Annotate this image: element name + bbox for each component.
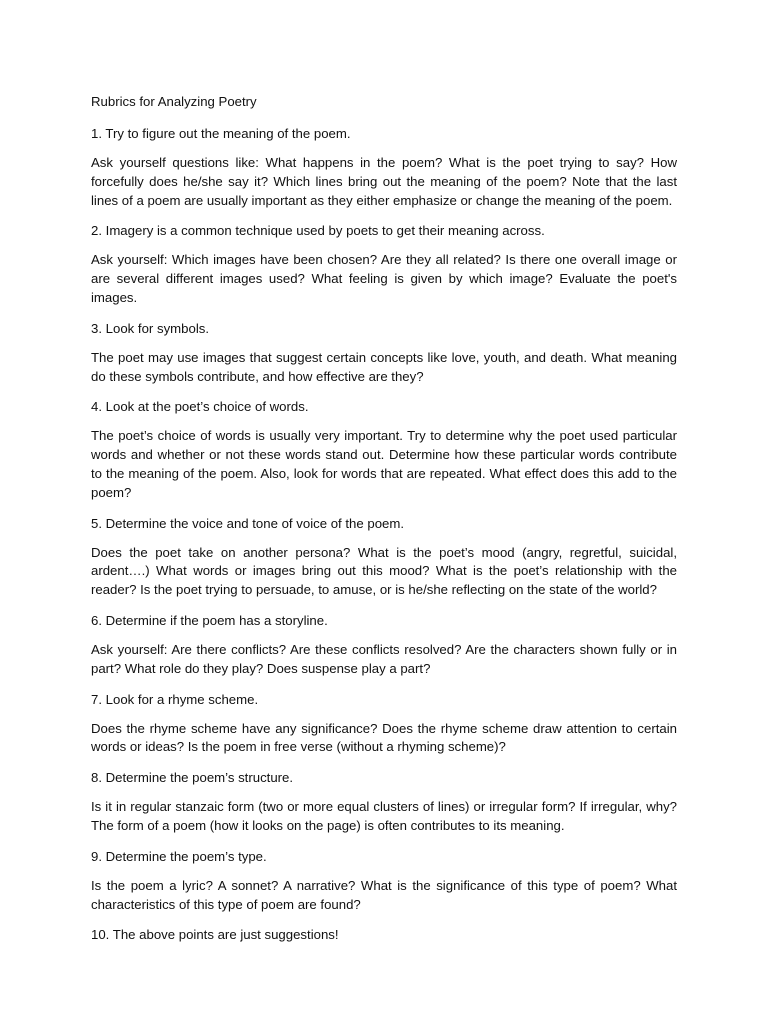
section-body: Is it in regular stanzaic form (two or more equal clusters of lines) or irregular form? If irregular, why? The form of a poem (how it looks on the page) is often contributes to its meaning.	[91, 799, 677, 833]
section-4	[91, 397, 677, 502]
section-6	[91, 611, 677, 679]
section-body: Is the poem a lyric? A sonnet? A narrative? What is the significance of this type of poem? What characteristics of this type of poem are found?	[91, 877, 677, 912]
section-body: The poet may use images that suggest certain concepts like love, youth, and death. What meaning do these symbols contribute, and how effective are they?	[91, 349, 677, 384]
section-1	[91, 124, 677, 210]
section-heading: 1. Try to figure out the meaning of the poem.	[91, 126, 351, 141]
section-body: Does the rhyme scheme have any significance? Does the rhyme scheme draw attention to certain words or ideas? Is the poem in free verse (without a rhyming scheme)?	[91, 720, 677, 755]
section-9	[91, 847, 677, 915]
section-3	[91, 319, 677, 387]
section-heading: 7. Look for a rhyme scheme.	[91, 691, 259, 707]
section-heading: 6. Determine if the poem has a storyline.	[91, 612, 328, 628]
document-page	[91, 92, 677, 955]
section-heading: 4. Look at the poet’s choice of words.	[91, 399, 309, 415]
section-body: Does the poet take on another persona? What is the poet’s mood (angry, regretful, suicidal, ardent….) What words or images bring out this mood? What is the poet’s relationship with the reader? Is the poet trying to persuade, to amuse, or is he/she reflecting on the state of the world?	[91, 544, 677, 598]
section-body: The poet’s choice of words is usually very important. Try to determine why the poet used particular words and whether or not these words stand out. Determine how these particular words contribute to the meaning of the poem. Also, look for words that are repeated. What effect does this add to the poem?	[91, 428, 677, 500]
section-body: Ask yourself questions like: What happens in the poem? What is the poet trying to say? How forcefully does he/she say it? Which lines bring out the meaning of the poem? Note that the last lines of a poem are usually important as they either emphasize or change the meaning of the poem.	[91, 155, 677, 208]
section-heading: 3. Look for symbols.	[91, 320, 210, 336]
section-heading: 8. Determine the poem’s structure.	[91, 770, 294, 786]
section-heading: 9. Determine the poem’s type.	[91, 848, 267, 864]
section-2	[91, 221, 677, 307]
section-5	[91, 514, 677, 600]
section-10	[91, 925, 677, 944]
section-heading: 2. Imagery is a common technique used by poets to get their meaning across.	[91, 223, 545, 239]
section-body: Ask yourself: Which images have been chosen? Are they all related? Is there one overall image or are several different images used? What feeling is given by which image? Evaluate the poet's images.	[91, 252, 677, 305]
document-title: Rubrics for Analyzing Poetry	[91, 94, 257, 109]
section-7	[91, 690, 677, 758]
section-heading: 10. The above points are just suggestions!	[91, 927, 339, 943]
section-8	[91, 768, 677, 836]
section-heading: 5. Determine the voice and tone of voice of the poem.	[91, 515, 405, 531]
section-body: Ask yourself: Are there conflicts? Are these conflicts resolved? Are the characters shown fully or in part? What role do they play? Does suspense play a part?	[91, 641, 677, 676]
